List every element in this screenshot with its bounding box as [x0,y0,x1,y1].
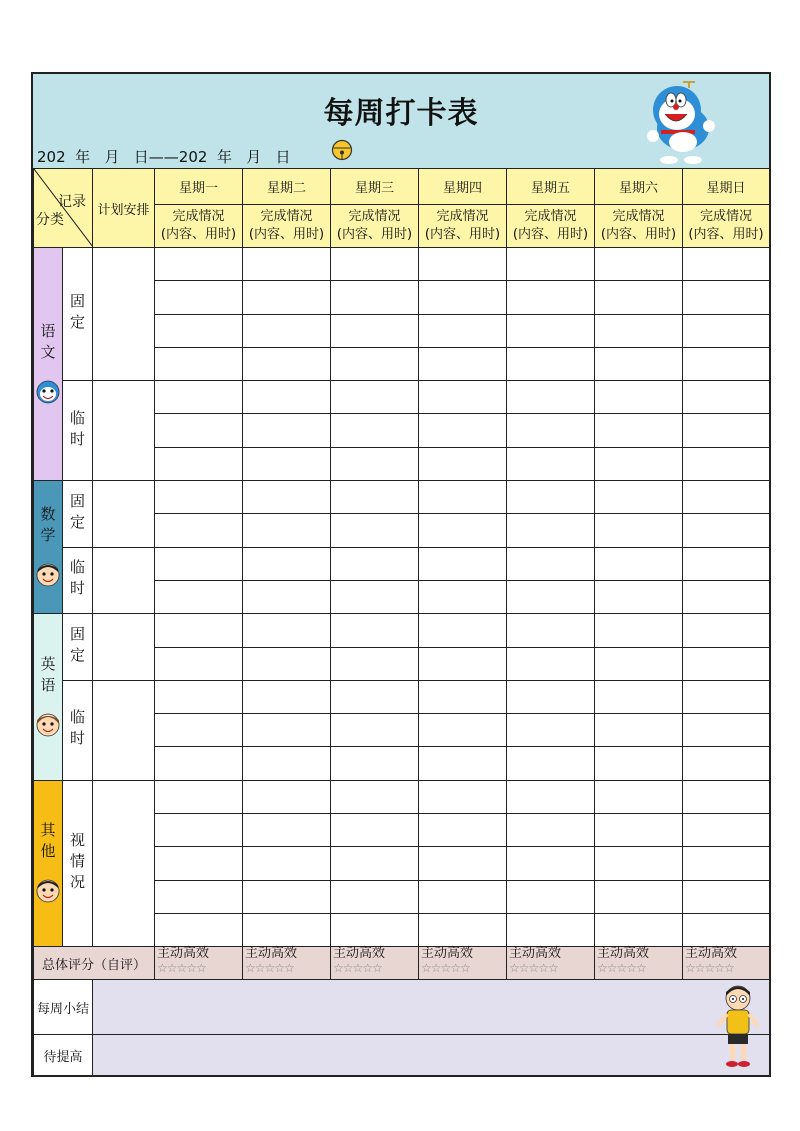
group-cell [63,680,93,780]
subject-cell [34,248,63,481]
sheet-header [33,74,769,169]
checkin-cell[interactable] [507,281,595,314]
status-header-label: 完成情况 [436,209,489,224]
checkin-cell[interactable] [507,714,595,747]
shizuka-face-icon [35,712,61,738]
checkin-cell[interactable] [507,314,595,347]
checkin-cell[interactable] [243,347,331,380]
checkin-cell[interactable] [243,314,331,347]
checkin-cell[interactable] [331,547,419,580]
checkin-cell[interactable] [243,414,331,447]
checkin-cell[interactable] [507,248,595,281]
checkin-cell[interactable] [507,880,595,913]
checkin-cell[interactable] [243,913,331,946]
plan-cell[interactable] [93,614,155,681]
group-label: 固定 [68,293,86,336]
subject-label: 语文 [38,323,57,366]
plan-cell[interactable] [93,547,155,614]
checkin-cell[interactable] [155,680,243,713]
date-range: 202 年 月 日——202 年 月 日 [37,148,291,166]
score-text: 主动高效 [157,946,210,962]
checkin-table [33,168,770,1076]
checkin-cell[interactable] [331,381,419,414]
score-text: 主动高效 [685,946,738,962]
checkin-cell[interactable] [595,647,683,680]
group-cell [63,481,93,548]
checkin-cell[interactable] [683,248,770,281]
status-header [243,205,331,248]
subject-label: 英语 [38,656,57,698]
status-header [331,205,419,248]
score-text: 主动高效 [597,946,650,962]
status-header [507,205,595,248]
checkin-cell[interactable] [683,780,770,813]
subject-cell [34,614,63,780]
checkin-cell[interactable] [595,847,683,880]
status-header-label: 完成情况 [260,209,313,224]
checkin-cell[interactable] [243,747,331,780]
checkin-cell[interactable] [155,447,243,480]
checkin-cell[interactable] [419,747,507,780]
checkin-cell[interactable] [595,614,683,647]
checkin-cell[interactable] [419,714,507,747]
status-header [683,205,770,248]
status-header [419,205,507,248]
checkin-cell[interactable] [419,814,507,847]
checkin-cell[interactable] [243,680,331,713]
group-label: 视情况 [68,831,86,895]
checkin-cell[interactable] [683,314,770,347]
checkin-cell[interactable] [595,913,683,946]
checkin-cell[interactable] [419,614,507,647]
checkin-cell[interactable] [419,248,507,281]
score-cell[interactable] [419,947,507,980]
checkin-cell[interactable] [419,281,507,314]
checkin-cell[interactable] [419,647,507,680]
status-header [155,205,243,248]
checkin-cell[interactable] [155,780,243,813]
checkin-cell[interactable] [683,747,770,780]
checkin-cell[interactable] [507,580,595,613]
checkin-cell[interactable] [419,847,507,880]
checkin-cell[interactable] [155,747,243,780]
checkin-cell[interactable] [331,847,419,880]
score-text: 主动高效 [509,946,562,962]
checkin-cell[interactable] [683,547,770,580]
corner-top-label: 记录 [58,194,86,210]
checkin-cell[interactable] [243,714,331,747]
checkin-cell[interactable] [595,481,683,514]
checkin-cell[interactable] [243,614,331,647]
checkin-cell[interactable] [595,714,683,747]
checkin-cell[interactable] [331,614,419,647]
checkin-cell[interactable] [595,780,683,813]
score-cell[interactable] [155,947,243,980]
plan-cell[interactable] [93,248,155,381]
checkin-cell[interactable] [683,481,770,514]
checkin-cell[interactable] [595,680,683,713]
checkin-cell[interactable] [683,880,770,913]
checkin-cell[interactable] [155,514,243,547]
day-header: 星期六 [595,169,683,205]
checkin-cell[interactable] [683,580,770,613]
status-header-label: 完成情况 [524,209,577,224]
checkin-cell[interactable] [155,814,243,847]
checkin-cell[interactable] [331,580,419,613]
score-text: 主动高效 [421,946,474,962]
group-label: 临时 [68,409,86,452]
rating-stars[interactable]: ☆☆☆☆☆ [421,961,470,976]
checkin-cell[interactable] [243,580,331,613]
checkin-cell[interactable] [419,880,507,913]
checkin-cell[interactable] [507,447,595,480]
day-header: 星期三 [331,169,419,205]
checkin-cell[interactable] [155,847,243,880]
checkin-cell[interactable] [507,414,595,447]
plan-cell[interactable] [93,381,155,481]
checkin-cell[interactable] [507,381,595,414]
plan-header: 计划安排 [93,169,155,248]
day-header: 星期二 [243,169,331,205]
day-header: 星期五 [507,169,595,205]
checkin-cell[interactable] [419,314,507,347]
subject-cell [34,780,63,946]
checkin-cell[interactable] [507,680,595,713]
checkin-cell[interactable] [331,913,419,946]
status-header-sub: (内容、用时) [512,227,589,242]
checkin-cell[interactable] [331,248,419,281]
checkin-cell[interactable] [683,647,770,680]
checkin-cell[interactable] [155,281,243,314]
nobita-mascot-icon [714,982,762,1070]
status-header-sub: (内容、用时) [336,227,413,242]
checkin-cell[interactable] [243,647,331,680]
checkin-cell[interactable] [683,347,770,380]
rating-stars[interactable]: ☆☆☆☆☆ [333,961,382,976]
checkin-cell[interactable] [331,680,419,713]
group-cell [63,614,93,681]
score-cell[interactable] [683,947,770,980]
checkin-cell[interactable] [683,680,770,713]
checkin-cell[interactable] [331,414,419,447]
checkin-cell[interactable] [419,447,507,480]
checkin-cell[interactable] [155,481,243,514]
checkin-cell[interactable] [419,680,507,713]
status-header-label: 完成情况 [172,209,225,224]
checkin-cell[interactable] [507,514,595,547]
checkin-cell[interactable] [243,814,331,847]
subject-label: 数学 [38,506,57,549]
checkin-cell[interactable] [331,281,419,314]
weekly-summary-label: 每周小结 [34,980,93,1035]
checkin-cell[interactable] [683,447,770,480]
checkin-cell[interactable] [243,547,331,580]
checkin-cell[interactable] [595,347,683,380]
checkin-cell[interactable] [155,347,243,380]
status-header-sub: (内容、用时) [248,227,325,242]
checkin-cell[interactable] [331,347,419,380]
checkin-cell[interactable] [683,847,770,880]
checkin-cell[interactable] [419,514,507,547]
checkin-cell[interactable] [595,814,683,847]
checkin-cell[interactable] [243,514,331,547]
checkin-cell[interactable] [419,913,507,946]
checkin-cell[interactable] [155,714,243,747]
rating-stars[interactable]: ☆☆☆☆☆ [157,961,206,976]
checkin-cell[interactable] [507,747,595,780]
checkin-cell[interactable] [331,714,419,747]
checkin-cell[interactable] [243,880,331,913]
checkin-cell[interactable] [331,880,419,913]
to-improve-field[interactable] [93,1035,770,1076]
score-text: 主动高效 [245,946,298,962]
rating-stars[interactable]: ☆☆☆☆☆ [685,961,734,976]
corner-cell [34,169,93,248]
checkin-cell[interactable] [331,747,419,780]
checkin-cell[interactable] [595,381,683,414]
checkin-cell[interactable] [331,514,419,547]
checkin-cell[interactable] [595,747,683,780]
weekly-checkin-sheet [31,72,771,1077]
subject-label: 其他 [38,822,57,865]
checkin-cell[interactable] [243,847,331,880]
checkin-cell[interactable] [155,614,243,647]
to-improve-label: 待提高 [34,1035,93,1076]
status-header-sub: (内容、用时) [600,227,677,242]
score-cell[interactable] [507,947,595,980]
score-cell[interactable] [331,947,419,980]
status-header-sub: (内容、用时) [160,227,237,242]
checkin-cell[interactable] [243,248,331,281]
checkin-cell[interactable] [155,248,243,281]
checkin-cell[interactable] [595,248,683,281]
checkin-cell[interactable] [507,780,595,813]
checkin-cell[interactable] [595,281,683,314]
checkin-cell[interactable] [683,514,770,547]
checkin-cell[interactable] [419,414,507,447]
checkin-cell[interactable] [331,647,419,680]
checkin-cell[interactable] [507,913,595,946]
checkin-cell[interactable] [683,281,770,314]
subject-cell [34,481,63,614]
doraemon-face-icon [35,379,61,405]
status-header-label: 完成情况 [348,209,401,224]
rating-stars[interactable]: ☆☆☆☆☆ [597,961,646,976]
score-cell[interactable] [243,947,331,980]
checkin-cell[interactable] [419,347,507,380]
checkin-cell[interactable] [683,381,770,414]
checkin-cell[interactable] [155,414,243,447]
checkin-cell[interactable] [331,780,419,813]
score-text: 主动高效 [333,946,386,962]
checkin-cell[interactable] [243,481,331,514]
checkin-cell[interactable] [331,814,419,847]
rating-stars[interactable]: ☆☆☆☆☆ [509,961,558,976]
checkin-cell[interactable] [595,514,683,547]
checkin-cell[interactable] [419,481,507,514]
checkin-cell[interactable] [155,880,243,913]
score-label: 总体评分（自评） [34,947,155,980]
checkin-cell[interactable] [507,481,595,514]
checkin-cell[interactable] [507,647,595,680]
plan-cell[interactable] [93,680,155,780]
checkin-cell[interactable] [155,547,243,580]
day-header: 星期四 [419,169,507,205]
sheet-title: 每周打卡表 [323,96,479,131]
suneo-face-icon [35,878,61,904]
group-label: 临时 [68,559,86,602]
checkin-cell[interactable] [507,547,595,580]
checkin-cell[interactable] [683,814,770,847]
checkin-cell[interactable] [419,381,507,414]
checkin-cell[interactable] [331,447,419,480]
checkin-cell[interactable] [683,414,770,447]
checkin-cell[interactable] [419,580,507,613]
group-cell [63,248,93,381]
plan-cell[interactable] [93,481,155,548]
checkin-cell[interactable] [683,614,770,647]
checkin-cell[interactable] [155,314,243,347]
weekly-summary-field[interactable] [93,980,770,1035]
group-label: 固定 [68,492,86,535]
checkin-cell[interactable] [243,381,331,414]
checkin-cell[interactable] [155,580,243,613]
checkin-cell[interactable] [595,880,683,913]
bell-icon [331,139,353,161]
checkin-cell[interactable] [331,481,419,514]
nobita-face-icon [35,562,61,588]
plan-cell[interactable] [93,780,155,946]
group-label: 临时 [68,709,86,752]
checkin-cell[interactable] [595,547,683,580]
checkin-cell[interactable] [155,381,243,414]
checkin-cell[interactable] [243,447,331,480]
day-header: 星期一 [155,169,243,205]
checkin-cell[interactable] [419,547,507,580]
corner-bottom-label: 分类 [36,212,64,228]
checkin-cell[interactable] [155,647,243,680]
status-header [595,205,683,248]
checkin-cell[interactable] [419,780,507,813]
status-header-sub: (内容、用时) [424,227,501,242]
score-cell[interactable] [595,947,683,980]
group-cell [63,780,93,946]
checkin-cell[interactable] [243,780,331,813]
checkin-cell[interactable] [595,447,683,480]
checkin-cell[interactable] [595,314,683,347]
status-header-label: 完成情况 [612,209,665,224]
checkin-cell[interactable] [595,414,683,447]
checkin-cell[interactable] [243,281,331,314]
checkin-cell[interactable] [683,913,770,946]
group-label: 固定 [68,626,86,669]
day-header: 星期日 [683,169,770,205]
checkin-cell[interactable] [331,314,419,347]
group-cell [63,381,93,481]
checkin-cell[interactable] [507,347,595,380]
checkin-cell[interactable] [507,614,595,647]
status-header-label: 完成情况 [699,209,752,224]
checkin-cell[interactable] [507,814,595,847]
checkin-cell[interactable] [155,913,243,946]
checkin-cell[interactable] [507,847,595,880]
rating-stars[interactable]: ☆☆☆☆☆ [245,961,294,976]
group-cell [63,547,93,614]
checkin-cell[interactable] [595,580,683,613]
doraemon-mascot-icon [639,80,721,166]
status-header-sub: (内容、用时) [688,227,764,242]
checkin-cell[interactable] [683,714,770,747]
